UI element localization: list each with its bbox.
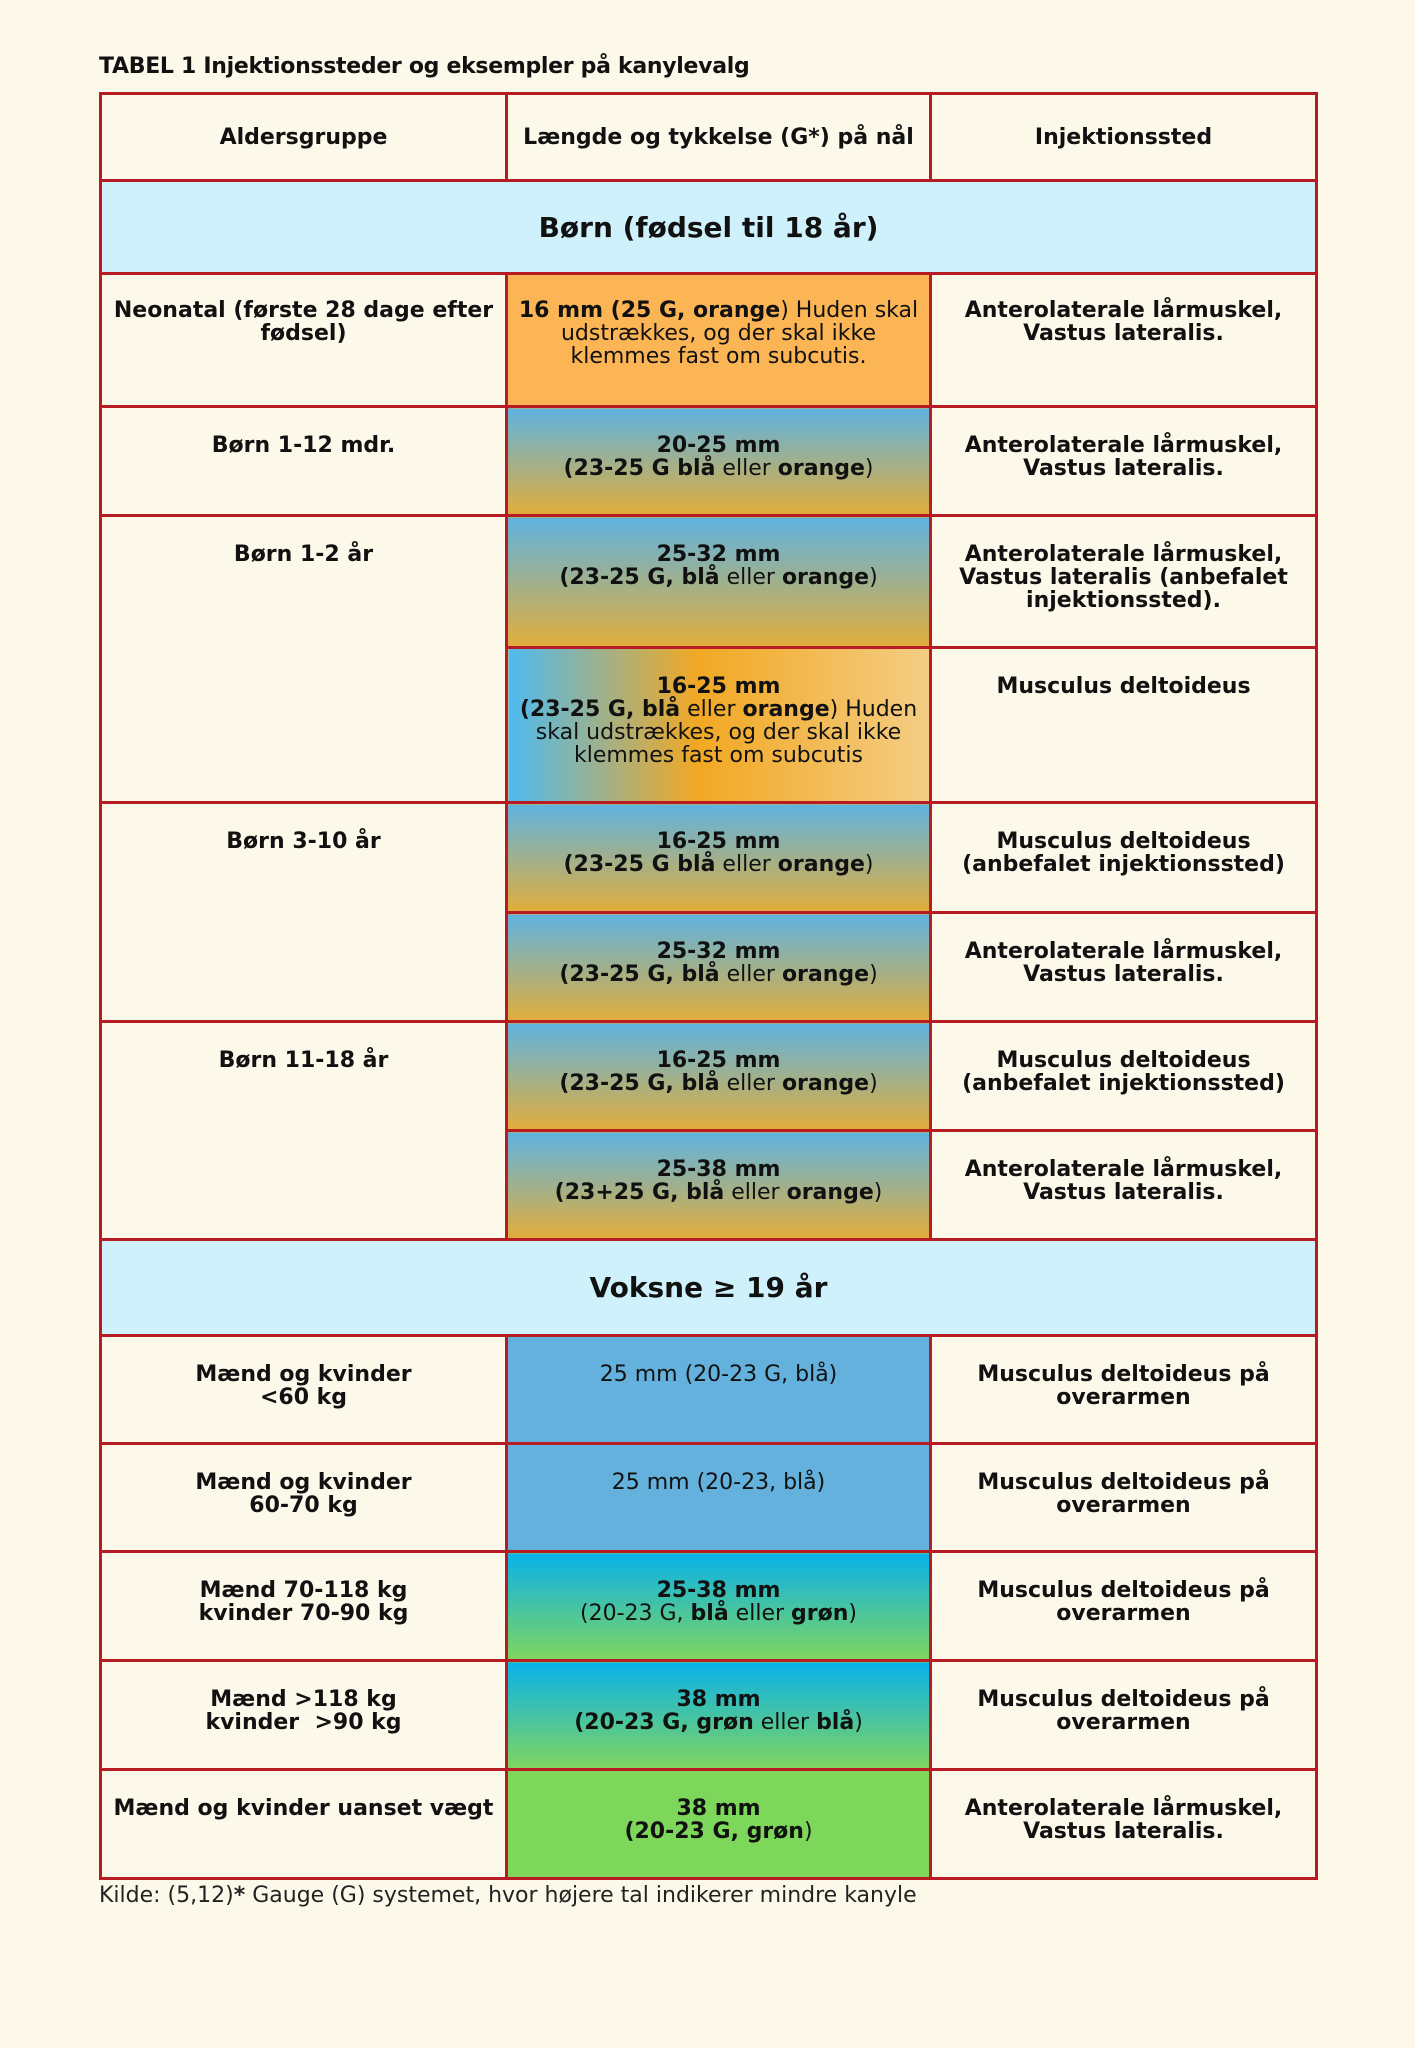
footnote-source: Kilde: (5,12) — [99, 1883, 234, 1908]
table-row — [101, 1552, 1317, 1661]
needle-close: ) — [803, 1819, 813, 1844]
table-row — [101, 1336, 1317, 1444]
age-line: 60-70 kg — [249, 1493, 358, 1518]
needle-color: orange — [781, 962, 870, 987]
site-cell: Musculus deltoideus på overarmen — [931, 1444, 1317, 1552]
needle-cell — [507, 1131, 931, 1240]
needle-gauge: (23+25 G, blå — [554, 1180, 725, 1205]
age-line: Mænd >118 kg — [210, 1687, 397, 1712]
needle-or: eller — [719, 962, 782, 987]
needle-or: eller — [719, 565, 782, 590]
age-cell: Neonatal (første 28 dage efter fødsel) — [101, 274, 507, 407]
needle-size: 20-25 mm — [656, 433, 781, 458]
needle-close: ) — [869, 1071, 878, 1096]
site-cell: Anterolaterale lårmuskel, Vastus lateralis. — [931, 1131, 1317, 1240]
needle-gauge: (23-25 G, blå — [519, 697, 681, 722]
needle-gauge: (20-23 G, grøn — [574, 1710, 754, 1735]
needle-color: blå — [816, 1710, 855, 1735]
age-cell — [101, 1552, 507, 1661]
needle-or: eller — [724, 1180, 787, 1205]
age-cell: Børn 1-12 mdr. — [101, 407, 507, 516]
section-adults: Voksne ≥ 19 år — [101, 1240, 1317, 1336]
site-cell: Musculus deltoideus på overarmen — [931, 1661, 1317, 1770]
needle-gauge: (23-25 G, blå — [559, 1071, 720, 1096]
needle-size: 38 mm — [676, 1687, 761, 1712]
needle-cell — [507, 913, 931, 1022]
needle-cell — [507, 1022, 931, 1131]
needle-gauge: (23-25 G blå — [563, 456, 716, 481]
table-row — [101, 1661, 1317, 1770]
header-needle: Længde og tykkelse (G*) på nål — [507, 94, 931, 181]
needle-or: eller — [715, 852, 778, 877]
needle-bold: 16 mm (25 G, orange — [518, 298, 781, 323]
needle-cell: 25 mm (20-23, blå) — [507, 1444, 931, 1552]
site-cell: Musculus deltoideus (anbefalet injektionssted) — [931, 803, 1317, 913]
needle-size: 16-25 mm — [656, 674, 781, 699]
needle-size: 25-32 mm — [656, 939, 781, 964]
section-children-row — [101, 181, 1317, 274]
table-row — [101, 803, 1317, 913]
table-row — [101, 407, 1317, 516]
table-row — [101, 1770, 1317, 1879]
needle-close: ) — [848, 1601, 857, 1626]
table-row — [101, 1444, 1317, 1552]
age-cell — [101, 1444, 507, 1552]
section-adults-row — [101, 1240, 1317, 1336]
needle-close: ) — [869, 565, 878, 590]
header-site: Injektionssted — [931, 94, 1317, 181]
needle-size: 16-25 mm — [656, 829, 781, 854]
site-cell: Anterolaterale lårmuskel, Vastus lateralis. — [931, 407, 1317, 516]
needle-size: 25-38 mm — [656, 1157, 781, 1182]
needle-color: orange — [742, 697, 830, 722]
needle-gauge: (20-23 G, grøn — [624, 1819, 804, 1844]
needle-cell: 25 mm (20-23 G, blå) — [507, 1336, 931, 1444]
site-cell: Musculus deltoideus — [931, 648, 1317, 803]
needle-close: ) — [869, 962, 878, 987]
needle-color: orange — [786, 1180, 874, 1205]
needle-cell — [507, 516, 931, 648]
header-row — [101, 94, 1317, 181]
table-title: TABEL 1 Injektionssteder og eksempler på kanylevalg — [99, 54, 750, 79]
needle-or: eller — [753, 1710, 817, 1735]
age-line: kvinder >90 kg — [205, 1710, 402, 1735]
needle-size: 25-32 mm — [656, 542, 781, 567]
needle-color: orange — [781, 565, 870, 590]
needle-gauge: (23-25 G, blå — [559, 565, 720, 590]
needle-close: ) — [864, 456, 874, 481]
age-line: Mænd 70-118 kg — [199, 1578, 408, 1603]
needle-cell — [507, 407, 931, 516]
needle-color: grøn — [791, 1601, 849, 1626]
needle-or: eller — [728, 1601, 792, 1626]
table-row — [101, 274, 1317, 407]
age-cell: Mænd og kvinder uanset vægt — [101, 1770, 507, 1879]
needle-close: ) — [864, 852, 874, 877]
needle-cell — [507, 1661, 931, 1770]
needle-cell — [507, 803, 931, 913]
age-line: <60 kg — [259, 1385, 348, 1410]
site-cell: Anterolaterale lårmuskel, Vastus lateralis. — [931, 913, 1317, 1022]
age-cell: Børn 3-10 år — [101, 803, 507, 1022]
age-line: kvinder 70-90 kg — [198, 1601, 409, 1626]
site-cell: Musculus deltoideus (anbefalet injektionssted) — [931, 1022, 1317, 1131]
footnote — [99, 1883, 917, 1908]
age-line: Mænd og kvinder — [195, 1362, 412, 1387]
needle-or: eller — [715, 456, 778, 481]
needle-size: 38 mm — [676, 1796, 761, 1821]
site-cell: Musculus deltoideus på overarmen — [931, 1552, 1317, 1661]
needle-size: 16-25 mm — [656, 1048, 781, 1073]
needle-color: orange — [777, 852, 865, 877]
footnote-star: * — [233, 1883, 246, 1908]
needle-color: blå — [690, 1601, 729, 1626]
header-age: Aldersgruppe — [101, 94, 507, 181]
needle-gauge: (23-25 G blå — [563, 852, 716, 877]
needle-close: ) — [854, 1710, 863, 1735]
needle-cell — [507, 274, 931, 407]
site-cell: Musculus deltoideus på overarmen — [931, 1336, 1317, 1444]
footnote-text: Gauge (G) systemet, hvor højere tal indikerer mindre kanyle — [245, 1883, 917, 1908]
needle-cell — [507, 1552, 931, 1661]
table-row — [101, 516, 1317, 648]
needle-size: 25-38 mm — [656, 1578, 781, 1603]
needle-color: orange — [777, 456, 865, 481]
age-cell: Børn 1-2 år — [101, 516, 507, 803]
injection-table — [99, 92, 1318, 1880]
site-cell: Anterolaterale lårmuskel, Vastus lateralis (anbefalet injektionssted). — [931, 516, 1317, 648]
age-cell: Børn 11-18 år — [101, 1022, 507, 1240]
needle-cell — [507, 1770, 931, 1879]
age-cell — [101, 1336, 507, 1444]
age-cell — [101, 1661, 507, 1770]
needle-cell — [507, 648, 931, 803]
needle-note: ) Huden skal udstrækkes, og der skal ikke klemmes fast om subcutis — [535, 697, 918, 768]
needle-close: ) — [873, 1180, 883, 1205]
age-line: Mænd og kvinder — [195, 1470, 412, 1495]
needle-text: ) Huden skal udstrækkes, og der skal ikke klemmes fast om subcutis. — [560, 298, 919, 369]
needle-color: orange — [781, 1071, 870, 1096]
section-children: Børn (fødsel til 18 år) — [101, 181, 1317, 274]
site-cell: Anterolaterale lårmuskel, Vastus lateralis. — [931, 1770, 1317, 1879]
site-cell: Anterolaterale lårmuskel, Vastus lateralis. — [931, 274, 1317, 407]
needle-or: eller — [680, 697, 743, 722]
needle-gauge: (23-25 G, blå — [559, 962, 720, 987]
needle-or: eller — [719, 1071, 782, 1096]
needle-gauge: (20-23 G, — [580, 1601, 691, 1626]
table-row — [101, 1022, 1317, 1131]
